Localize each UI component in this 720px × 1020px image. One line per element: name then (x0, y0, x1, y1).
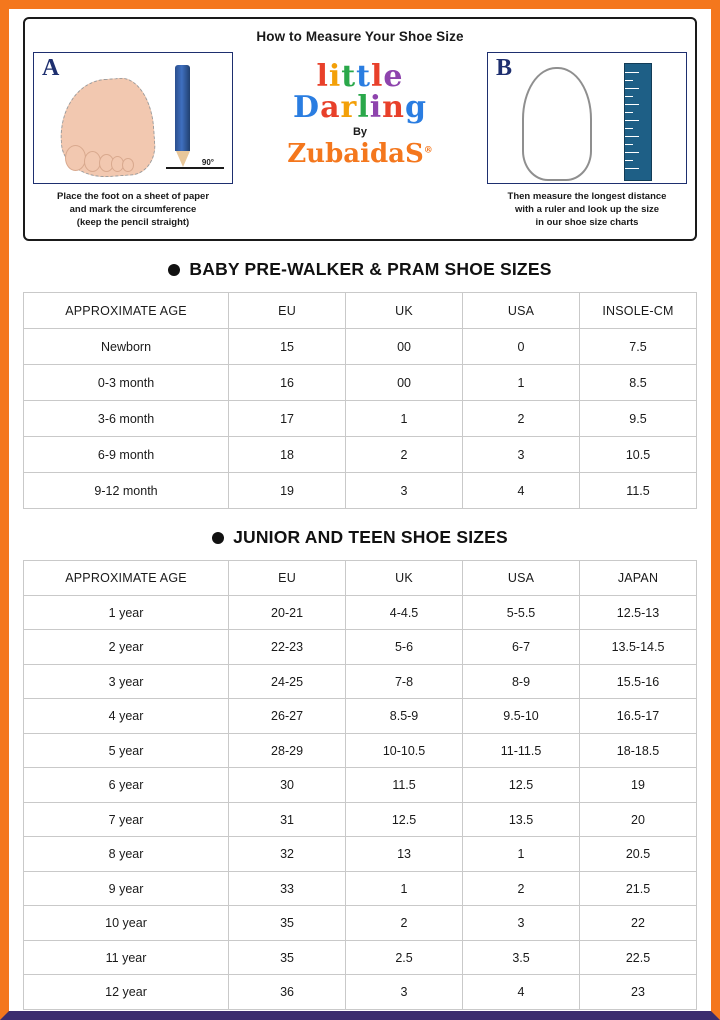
cell-age: Newborn (24, 329, 229, 365)
baby-section-heading (23, 259, 697, 280)
cell-usa: 6-7 (463, 630, 580, 665)
logo-brand-name (287, 139, 433, 169)
table-row (24, 595, 697, 630)
page-inner (9, 9, 711, 1011)
table-header-row (24, 561, 697, 596)
cell-uk: 8.5-9 (346, 699, 463, 734)
cell-age: 9 year (24, 871, 229, 906)
table-row (24, 871, 697, 906)
cell-japan: 20.5 (580, 837, 697, 872)
panel-b-caption-line: with a ruler and look up the size (514, 203, 660, 215)
foot-icon (34, 53, 232, 183)
table-row (24, 699, 697, 734)
logo-line-little: little (316, 59, 404, 94)
brand-logo (265, 52, 455, 169)
cell-japan: 16.5-17 (580, 699, 697, 734)
cell-eu: 35 (229, 940, 346, 975)
cell-uk: 00 (346, 365, 463, 401)
foot-tracing-illustration (33, 52, 233, 184)
cell-age: 6-9 month (24, 437, 229, 473)
column-header-age: APPROXIMATE AGE (24, 293, 229, 329)
sole-ruler-illustration (487, 52, 687, 184)
baby-size-table (23, 292, 697, 509)
registered-mark: ® (423, 144, 433, 155)
cell-usa: 5-5.5 (463, 595, 580, 630)
table-header-row (24, 293, 697, 329)
cell-uk: 11.5 (346, 768, 463, 803)
cell-uk: 3 (346, 473, 463, 509)
cell-age: 4 year (24, 699, 229, 734)
cell-age: 3-6 month (24, 401, 229, 437)
pencil-icon (175, 65, 190, 151)
logo-brand-text: ZubaidaS (287, 138, 424, 169)
panel-b (487, 52, 687, 229)
cell-age: 3 year (24, 664, 229, 699)
cell-japan: 20 (580, 802, 697, 837)
table-row (24, 733, 697, 768)
panel-a-caption-line: (keep the pencil straight) (76, 216, 190, 228)
cell-insole: 10.5 (580, 437, 697, 473)
table-row (24, 630, 697, 665)
cell-insole: 9.5 (580, 401, 697, 437)
cell-usa: 2 (463, 401, 580, 437)
cell-usa: 4 (463, 975, 580, 1010)
cell-eu: 32 (229, 837, 346, 872)
table-row (24, 940, 697, 975)
cell-uk: 1 (346, 401, 463, 437)
baby-section-title: BABY PRE-WALKER & PRAM SHOE SIZES (189, 259, 552, 280)
table-row (24, 401, 697, 437)
table-row (24, 473, 697, 509)
panel-b-caption (487, 191, 687, 229)
cell-age: 5 year (24, 733, 229, 768)
panel-b-caption-line: in our shoe size charts (535, 216, 639, 228)
cell-age: 9-12 month (24, 473, 229, 509)
bullet-dot-icon (168, 264, 180, 276)
table-row (24, 365, 697, 401)
cell-uk: 12.5 (346, 802, 463, 837)
cell-insole: 7.5 (580, 329, 697, 365)
cell-eu: 31 (229, 802, 346, 837)
cell-usa: 3 (463, 906, 580, 941)
table-row (24, 768, 697, 803)
column-header-eu: EU (229, 561, 346, 596)
cell-japan: 22.5 (580, 940, 697, 975)
cell-japan: 13.5-14.5 (580, 630, 697, 665)
cell-eu: 18 (229, 437, 346, 473)
cell-japan: 19 (580, 768, 697, 803)
cell-eu: 15 (229, 329, 346, 365)
cell-usa: 2 (463, 871, 580, 906)
cell-age: 6 year (24, 768, 229, 803)
cell-usa: 13.5 (463, 802, 580, 837)
cell-usa: 3 (463, 437, 580, 473)
table-row (24, 906, 697, 941)
cell-uk: 4-4.5 (346, 595, 463, 630)
how-to-measure-box (23, 17, 697, 241)
toe-icon (122, 158, 134, 172)
panel-b-letter: B (496, 55, 513, 81)
cell-japan: 22 (580, 906, 697, 941)
cell-uk: 2.5 (346, 940, 463, 975)
cell-usa: 0 (463, 329, 580, 365)
panel-b-caption-line: Then measure the longest distance (507, 191, 667, 202)
panel-a-caption (33, 191, 233, 229)
cell-age: 0-3 month (24, 365, 229, 401)
cell-uk: 10-10.5 (346, 733, 463, 768)
cell-usa: 1 (463, 837, 580, 872)
measure-panels-row (33, 52, 687, 229)
cell-eu: 22-23 (229, 630, 346, 665)
cell-usa: 8-9 (463, 664, 580, 699)
cell-usa: 1 (463, 365, 580, 401)
cell-uk: 13 (346, 837, 463, 872)
cell-eu: 17 (229, 401, 346, 437)
cell-eu: 26-27 (229, 699, 346, 734)
junior-section-heading (23, 527, 697, 548)
column-header-usa: USA (463, 293, 580, 329)
column-header-eu: EU (229, 293, 346, 329)
cell-japan: 18-18.5 (580, 733, 697, 768)
column-header-uk: UK (346, 561, 463, 596)
table-row (24, 437, 697, 473)
table-row (24, 837, 697, 872)
junior-size-table (23, 560, 697, 1010)
ruler-icon (624, 63, 652, 181)
cell-insole: 8.5 (580, 365, 697, 401)
cell-age: 12 year (24, 975, 229, 1010)
cell-age: 8 year (24, 837, 229, 872)
cell-uk: 1 (346, 871, 463, 906)
table-row (24, 802, 697, 837)
table-row (24, 975, 697, 1010)
junior-section-title: JUNIOR AND TEEN SHOE SIZES (233, 527, 508, 548)
table-row (24, 329, 697, 365)
cell-usa: 12.5 (463, 768, 580, 803)
panel-a-caption-line: Place the foot on a sheet of paper (56, 191, 210, 202)
logo-by-label: By (352, 125, 368, 138)
cell-eu: 16 (229, 365, 346, 401)
column-header-age: APPROXIMATE AGE (24, 561, 229, 596)
bullet-dot-icon (212, 532, 224, 544)
cell-usa: 4 (463, 473, 580, 509)
cell-eu: 33 (229, 871, 346, 906)
cell-eu: 20-21 (229, 595, 346, 630)
cell-usa: 11-11.5 (463, 733, 580, 768)
cell-insole: 11.5 (580, 473, 697, 509)
column-header-usa: USA (463, 561, 580, 596)
cell-eu: 24-25 (229, 664, 346, 699)
cell-age: 7 year (24, 802, 229, 837)
cell-age: 10 year (24, 906, 229, 941)
cell-age: 2 year (24, 630, 229, 665)
column-header-japan: JAPAN (580, 561, 697, 596)
cell-uk: 2 (346, 906, 463, 941)
panel-a-caption-line: and mark the circumference (69, 203, 197, 215)
cell-japan: 23 (580, 975, 697, 1010)
how-to-measure-title: How to Measure Your Shoe Size (256, 29, 464, 44)
cell-uk: 3 (346, 975, 463, 1010)
cell-uk: 2 (346, 437, 463, 473)
logo-line-darling: Darling (293, 90, 427, 125)
angle-label: 90° (201, 158, 214, 167)
sole-outline-icon (522, 67, 592, 181)
cell-age: 11 year (24, 940, 229, 975)
cell-usa: 9.5-10 (463, 699, 580, 734)
cell-eu: 19 (229, 473, 346, 509)
cell-uk: 00 (346, 329, 463, 365)
pencil-tip-icon (176, 151, 190, 167)
cell-eu: 28-29 (229, 733, 346, 768)
baseline-icon (166, 167, 224, 169)
column-header-uk: UK (346, 293, 463, 329)
toe-icon (65, 145, 86, 171)
cell-uk: 7-8 (346, 664, 463, 699)
cell-japan: 21.5 (580, 871, 697, 906)
cell-usa: 3.5 (463, 940, 580, 975)
cell-eu: 30 (229, 768, 346, 803)
panel-a-letter: A (42, 55, 60, 81)
cell-eu: 36 (229, 975, 346, 1010)
cell-japan: 12.5-13 (580, 595, 697, 630)
column-header-insole: INSOLE-CM (580, 293, 697, 329)
panel-a (33, 52, 233, 229)
cell-uk: 5-6 (346, 630, 463, 665)
cell-age: 1 year (24, 595, 229, 630)
cell-eu: 35 (229, 906, 346, 941)
cell-japan: 15.5-16 (580, 664, 697, 699)
table-row (24, 664, 697, 699)
